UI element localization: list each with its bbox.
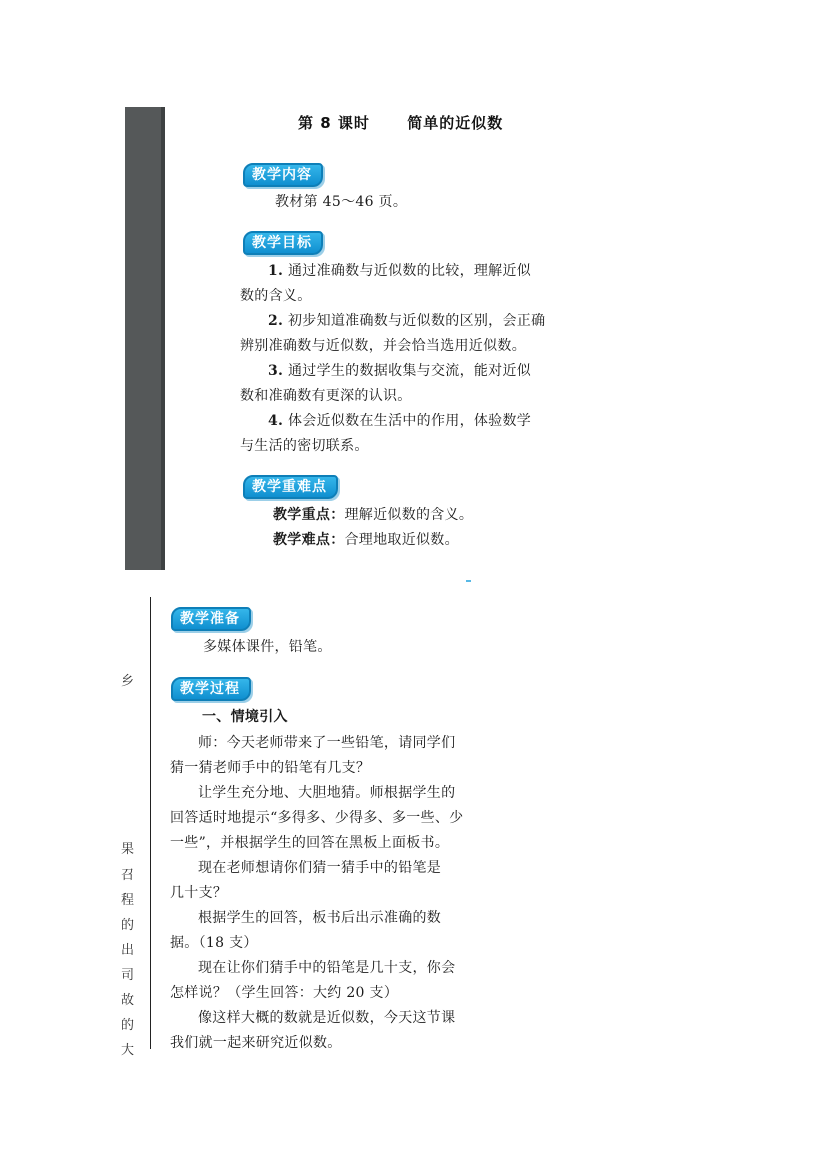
process-line: 像这样大概的数就是近似数，今天这节课 — [198, 1010, 456, 1026]
process-line: 现在让你们猜手中的铅笔是几十支，你会 — [198, 960, 456, 976]
preparation-text: 多媒体课件，铅笔。 — [203, 639, 332, 655]
objective-item: 3. 通过学生的数据收集与交流，能对近似 — [268, 363, 532, 379]
objective-item-cont: 辨别准确数与近似数，并会恰当选用近似数。 — [240, 338, 526, 354]
objective-item: 1. 通过准确数与近似数的比较，理解近似 — [268, 263, 532, 279]
lesson-topic: 简单的近似数 — [407, 114, 504, 132]
section-badge-key-points: 教学重难点 — [243, 475, 338, 499]
objective-item-cont: 数的含义。 — [240, 288, 312, 304]
margin-fragment: 程 — [121, 893, 135, 908]
process-line: 根据学生的回答，板书后出示准确的数 — [198, 910, 442, 926]
process-line: 让学生充分地、大胆地猜。师根据学生的 — [198, 785, 456, 801]
key-points-block — [273, 503, 573, 553]
margin-fragment: 出 — [121, 943, 135, 958]
section-badge-process: 教学过程 — [171, 677, 251, 701]
margin-fragment: 的 — [121, 918, 135, 933]
page-side-bar — [125, 107, 165, 570]
process-line: 回答适时地提示“多得多、少得多、多一些、少 — [170, 810, 464, 826]
lesson-title — [298, 112, 503, 133]
process-line: 我们就一起来研究近似数。 — [170, 1035, 342, 1051]
objective-item: 2. 初步知道准确数与近似数的区别，会正确 — [268, 313, 546, 329]
margin-fragment: 大 — [121, 1043, 135, 1058]
blue-mark — [466, 580, 471, 582]
margin-fragment: 故 — [121, 993, 135, 1008]
process-line: 几十支？ — [170, 885, 228, 901]
process-heading: 一、情境引入 — [202, 709, 288, 725]
column-divider — [150, 597, 151, 1049]
objective-item-cont: 数和准确数有更深的认识。 — [240, 388, 412, 404]
process-line: 一些”，并根据学生的回答在黑板上面板书。 — [170, 835, 450, 851]
lesson-number: 第 8 课时 — [298, 114, 370, 132]
process-line: 据。（18 支） — [170, 935, 258, 951]
process-body — [170, 731, 500, 1056]
objective-item: 4. 体会近似数在生活中的作用，体验数学 — [268, 413, 532, 429]
objective-item-cont: 与生活的密切联系。 — [240, 438, 369, 454]
margin-fragment: 果 — [121, 842, 135, 857]
margin-fragment: 司 — [121, 968, 135, 983]
content-text: 教材第 45～46 页。 — [275, 194, 408, 210]
margin-fragment: 乡 — [121, 674, 135, 689]
process-line: 怎样说？（学生回答：大约 20 支） — [170, 985, 399, 1001]
section-badge-objectives: 教学目标 — [243, 231, 323, 255]
section-badge-preparation: 教学准备 — [171, 607, 251, 631]
difficulty-line: 教学难点：合理地取近似数。 — [273, 532, 459, 548]
margin-fragment: 召 — [121, 868, 135, 883]
margin-fragment: 的 — [121, 1018, 135, 1033]
process-line: 猜一猜老师手中的铅笔有几支？ — [170, 760, 371, 776]
focus-line: 教学重点：理解近似数的含义。 — [273, 507, 474, 523]
process-line: 现在老师想请你们猜一猜手中的铅笔是 — [198, 860, 442, 876]
process-line: 师：今天老师带来了一些铅笔，请同学们 — [198, 735, 456, 751]
section-badge-content: 教学内容 — [243, 163, 323, 187]
objectives-list — [240, 259, 572, 459]
